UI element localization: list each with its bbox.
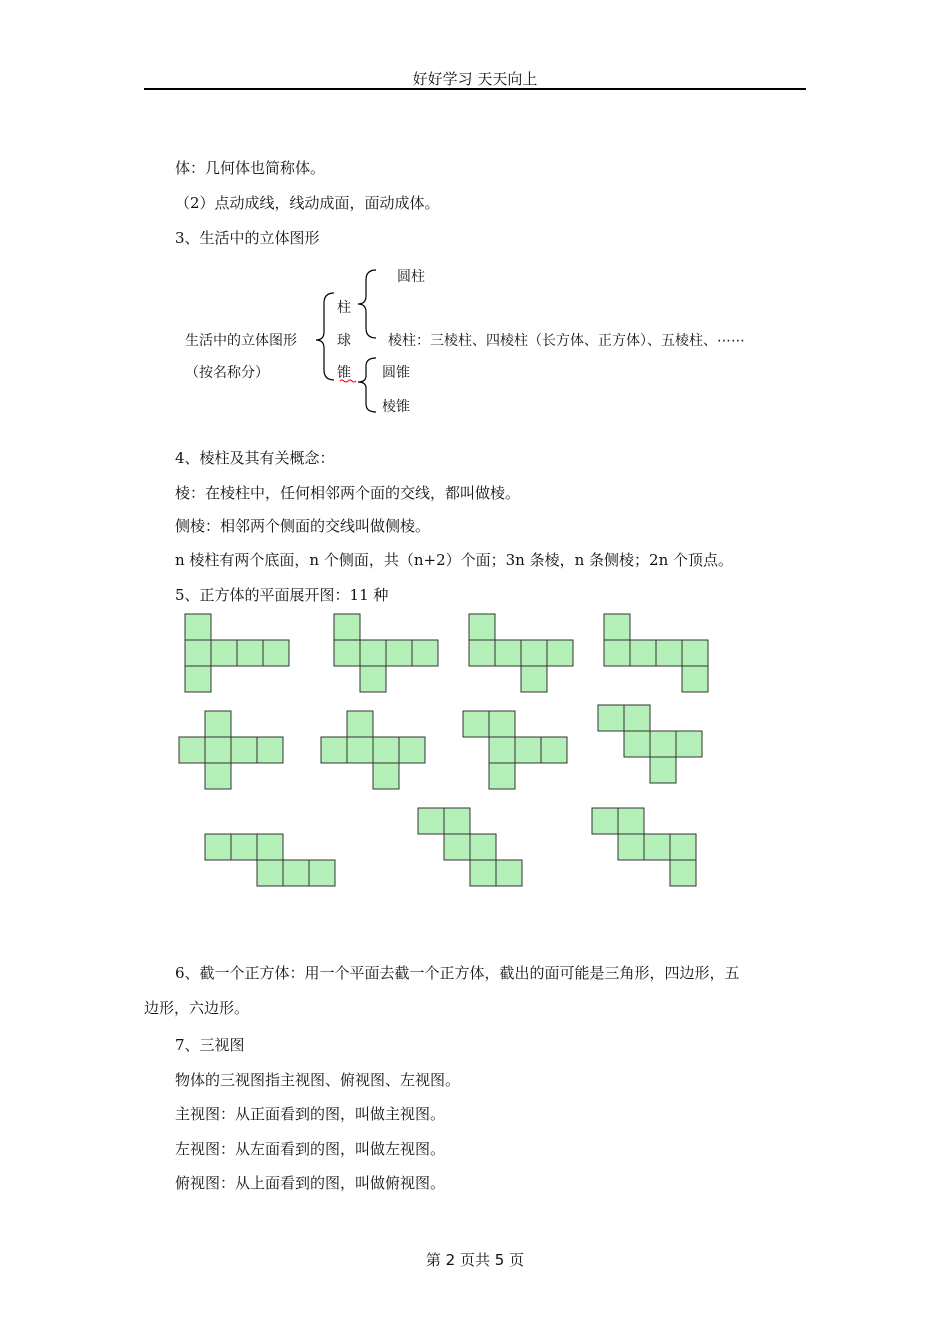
net-8 bbox=[598, 705, 702, 783]
net-square bbox=[179, 737, 205, 763]
line-solid-def: 体：几何体也简称体。 bbox=[175, 159, 326, 177]
classification-root-note: （按名称分） bbox=[185, 365, 269, 381]
net-6 bbox=[321, 711, 425, 789]
front-view-def: 主视图：从正面看到的图，叫做主视图。 bbox=[175, 1105, 446, 1123]
net-square bbox=[495, 640, 521, 666]
net-3 bbox=[469, 614, 573, 692]
net-square bbox=[682, 640, 708, 666]
page-header: 好好学习 天天向上 bbox=[412, 70, 538, 88]
net-square bbox=[469, 640, 495, 666]
leaf-cylinder: 圆柱 bbox=[397, 269, 425, 285]
net-square bbox=[321, 737, 347, 763]
net-square bbox=[630, 640, 656, 666]
net-square bbox=[386, 640, 412, 666]
section-5-heading: 5、正方体的平面展开图：11 种 bbox=[175, 586, 389, 604]
net-square bbox=[334, 640, 360, 666]
section-4-heading: 4、棱柱及其有关概念： bbox=[175, 449, 335, 467]
net-square bbox=[624, 731, 650, 757]
net-square bbox=[521, 666, 547, 692]
net-square bbox=[444, 834, 470, 860]
net-square bbox=[211, 640, 237, 666]
leaf-prism: 棱柱：三棱柱、四棱柱（长方体、正方体）、五棱柱、⋯⋯ bbox=[388, 333, 745, 349]
net-11 bbox=[592, 808, 696, 886]
net-square bbox=[373, 737, 399, 763]
branch-cone: 锥 bbox=[337, 365, 351, 381]
net-square bbox=[618, 808, 644, 834]
net-square bbox=[263, 640, 289, 666]
net-square bbox=[541, 737, 567, 763]
branch-sphere: 球 bbox=[337, 333, 351, 349]
left-view-def: 左视图：从左面看到的图，叫做左视图。 bbox=[175, 1140, 446, 1158]
net-square bbox=[412, 640, 438, 666]
net-square bbox=[670, 834, 696, 860]
net-square bbox=[373, 763, 399, 789]
net-square bbox=[185, 614, 211, 640]
net-square bbox=[231, 834, 257, 860]
top-view-def: 俯视图：从上面看到的图，叫做俯视图。 bbox=[175, 1174, 446, 1192]
net-square bbox=[682, 666, 708, 692]
section-6-line-1: 6、截一个正方体：用一个平面去截一个正方体，截出的面可能是三角形，四边形，五 bbox=[175, 964, 740, 982]
net-square bbox=[237, 640, 263, 666]
net-square bbox=[496, 860, 522, 886]
net-square bbox=[418, 808, 444, 834]
net-square bbox=[360, 666, 386, 692]
net-square bbox=[650, 731, 676, 757]
net-square bbox=[185, 666, 211, 692]
views-intro: 物体的三视图指主视图、俯视图、左视图。 bbox=[175, 1071, 461, 1089]
net-square bbox=[604, 640, 630, 666]
page-footer: 第 2 页共 5 页 bbox=[425, 1251, 525, 1269]
net-square bbox=[469, 614, 495, 640]
net-9 bbox=[205, 834, 335, 886]
net-square bbox=[309, 860, 335, 886]
net-square bbox=[470, 834, 496, 860]
net-10 bbox=[418, 808, 522, 886]
net-square bbox=[592, 808, 618, 834]
section-7-heading: 7、三视图 bbox=[175, 1036, 245, 1054]
net-square bbox=[257, 737, 283, 763]
net-square bbox=[205, 711, 231, 737]
net-square bbox=[489, 711, 515, 737]
net-square bbox=[489, 763, 515, 789]
net-square bbox=[257, 834, 283, 860]
net-square bbox=[676, 731, 702, 757]
net-square bbox=[257, 860, 283, 886]
net-square bbox=[283, 860, 309, 886]
section-3-heading: 3、生活中的立体图形 bbox=[175, 229, 320, 247]
net-square bbox=[650, 757, 676, 783]
net-square bbox=[347, 737, 373, 763]
net-square bbox=[205, 834, 231, 860]
net-2 bbox=[334, 614, 438, 692]
leaf-pyramid: 棱锥 bbox=[382, 399, 410, 415]
net-7 bbox=[463, 711, 567, 789]
brace-prism bbox=[358, 270, 376, 338]
brace-main bbox=[316, 293, 334, 380]
net-square bbox=[205, 763, 231, 789]
net-square bbox=[547, 640, 573, 666]
net-square bbox=[515, 737, 541, 763]
net-square bbox=[656, 640, 682, 666]
net-square bbox=[444, 808, 470, 834]
net-square bbox=[205, 737, 231, 763]
prism-facts: n 棱柱有两个底面，n 个侧面，共（n+2）个面；3n 条棱，n 条侧棱；2n 个顶点。 bbox=[175, 551, 734, 569]
line-point-line-surface: （2）点动成线，线动成面，面动成体。 bbox=[175, 194, 440, 212]
net-5 bbox=[179, 711, 283, 789]
brace-cone bbox=[358, 358, 376, 412]
net-square bbox=[604, 614, 630, 640]
leaf-cone: 圆锥 bbox=[382, 365, 410, 381]
definition-side-edge: 侧棱：相邻两个侧面的交线叫做侧棱。 bbox=[175, 517, 431, 535]
net-square bbox=[360, 640, 386, 666]
net-square bbox=[521, 640, 547, 666]
net-square bbox=[231, 737, 257, 763]
net-square bbox=[598, 705, 624, 731]
net-square bbox=[399, 737, 425, 763]
net-square bbox=[185, 640, 211, 666]
net-square bbox=[470, 860, 496, 886]
net-square bbox=[463, 711, 489, 737]
net-1 bbox=[185, 614, 289, 692]
net-square bbox=[334, 614, 360, 640]
net-square bbox=[489, 737, 515, 763]
net-4 bbox=[604, 614, 708, 692]
definition-edge: 棱：在棱柱中，任何相邻两个面的交线，都叫做棱。 bbox=[175, 484, 521, 502]
classification-root: 生活中的立体图形 bbox=[185, 333, 297, 349]
spellcheck-underline bbox=[340, 380, 356, 382]
net-square bbox=[618, 834, 644, 860]
net-square bbox=[644, 834, 670, 860]
section-6-line-2: 边形，六边形。 bbox=[144, 999, 250, 1017]
branch-prism-cylinder: 柱 bbox=[337, 300, 351, 316]
net-square bbox=[624, 705, 650, 731]
net-square bbox=[670, 860, 696, 886]
net-square bbox=[347, 711, 373, 737]
